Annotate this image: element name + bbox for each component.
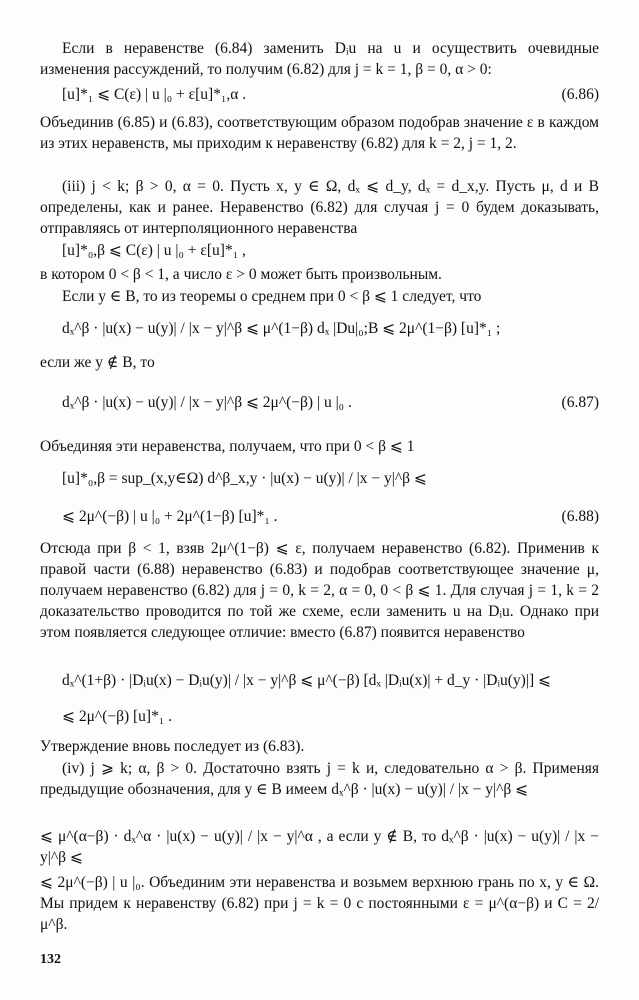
interpolation-inequality: [u]*₀,β ⩽ C(ε) | u |₀ + ε[u]*₁ ,: [62, 242, 246, 259]
paragraph-case-iv: (iv) j ⩾ k; α, β > 0. Достаточно взять j = k и, следовательно α > β. Применяя предыдущие обозначения, для y ∈ B имеем dₓ^β · |u(x) − u(y)| / |x − y|^β ⩽: [40, 760, 599, 798]
inequality-6-88-line-1: [u]*₀,β = sup_(x,y∈Ω) d^β_x,y · |u(x) − u(y)| / |x − y|^β ⩽: [62, 470, 427, 487]
paragraph-7: Объединяя эти неравенства, получаем, что при 0 < β ⩽ 1: [40, 438, 415, 455]
equation-number-6-86: (6.86): [561, 86, 599, 103]
paragraph-4: в котором 0 < β < 1, а число ε > 0 может быть произвольным.: [40, 266, 442, 283]
paragraph-9: Утверждение вновь последует из (6.83).: [40, 738, 305, 755]
derivative-inequality-line-1: dₓ^(1+β) · |Dᵢu(x) − Dᵢu(y)| / |x − y|^β ⩽ μ^(−β) [dₓ |Dᵢu(x)| + d_y · |Dᵢu(y)|] ⩽: [62, 672, 551, 689]
derivative-inequality-line-2: ⩽ 2μ^(−β) [u]*₁ .: [62, 708, 172, 725]
inequality-6-88-line-2: ⩽ 2μ^(−β) | u |₀ + 2μ^(1−β) [u]*₁ .: [62, 508, 278, 525]
paragraph-2: Объединив (6.85) и (6.83), соответствующим образом подобрав значение ε в каждом из этих неравенств, мы приходим к неравенству (6.82) для k = 2, j = 1, 2.: [40, 114, 599, 152]
inequality-6-86: [u]*₁ ⩽ C(ε) | u |₀ + ε[u]*₁,α .: [62, 86, 247, 103]
paragraph-case-iii: (iii) j < k; β > 0, α = 0. Пусть x, y ∈ Ω, dₓ ⩽ d_y, dₓ = d_x,y. Пусть μ, d и B определены, как и ранее. Неравенство (6.82) для случая j = 0 будем доказывать, отправляясь от интерполяционного неравенства: [40, 178, 599, 237]
paragraph-6: если же y ∉ B, то: [40, 354, 155, 371]
equation-number-6-87: (6.87): [561, 394, 599, 411]
paragraph-11: ⩽ μ^(α−β) · dₓ^α · |u(x) − u(y)| / |x − y|^α , а если y ∉ B, то dₓ^β · |u(x) − u(y)| / |x − y|^β ⩽: [40, 828, 599, 866]
paragraph-5: Если y ∈ B, то из теоремы о среднем при 0 < β ⩽ 1 следует, что: [62, 288, 482, 305]
paragraph-1: Если в неравенстве (6.84) заменить Dᵢu на u и осуществить очевидные изменения рассуждений, то получим (6.82) для j = k = 1, β = 0, α > 0:: [40, 40, 599, 78]
paragraph-8: Отсюда при β < 1, взяв 2μ^(1−β) ⩽ ε, получаем неравенство (6.82). Применив к правой части (6.88) неравенство (6.83) и подобрав соответствующее значение μ, получаем неравенство (6.82) для j = 0, k = 2, α = 0, 0 < β ⩽ 1. Для случая j = 1, k = 2 доказательство проводится по той же схеме, если заменить u на Dᵢu. Однако при этом появляется следующее отличие: вместо (6.87) появится неравенство: [40, 540, 599, 641]
equation-number-6-88: (6.88): [561, 508, 599, 525]
inequality-6-87: dₓ^β · |u(x) − u(y)| / |x − y|^β ⩽ 2μ^(−β) | u |₀ .: [62, 394, 352, 411]
page-number: 132: [40, 952, 61, 967]
mean-value-inequality: dₓ^β · |u(x) − u(y)| / |x − y|^β ⩽ μ^(1−β) dₓ |Du|₀;B ⩽ 2μ^(1−β) [u]*₁ ;: [62, 320, 501, 337]
paragraph-12: ⩽ 2μ^(−β) | u |₀. Объединим эти неравенства и возьмем верхнюю грань по x, y ∈ Ω. Мы придем к неравенству (6.82) при j = k = 0 с постоянными ε = μ^(α−β) и C = 2/μ^β.: [40, 874, 599, 933]
